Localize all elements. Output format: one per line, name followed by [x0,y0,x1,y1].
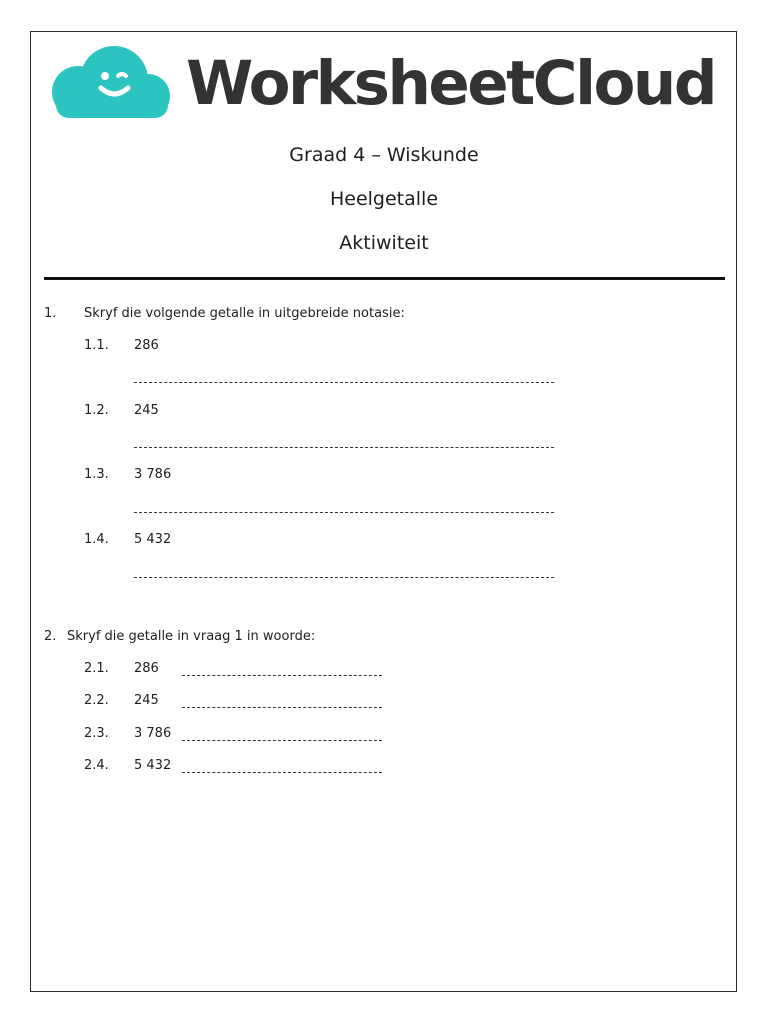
question-2-text: Skryf die getalle in vraag 1 in woorde: [67,629,316,644]
item-1-3-value: 3 786 [134,467,172,482]
header-divider [44,277,725,280]
activity-title: Aktiwiteit [339,232,429,254]
question-1-number: 1. [44,306,57,321]
item-1-2-number: 1.2. [84,403,109,418]
item-1-1-value: 286 [134,338,159,353]
answer-line-2-3[interactable] [182,740,382,741]
brand-name: WorksheetCloud [186,48,715,119]
answer-line-1-2[interactable] [134,447,554,448]
question-1-text: Skryf die volgende getalle in uitgebreide notasie: [84,306,405,321]
item-2-4-number: 2.4. [84,758,109,773]
item-2-4-value: 5 432 [134,758,172,773]
item-2-3-value: 3 786 [134,726,172,741]
answer-line-1-1[interactable] [134,382,554,383]
answer-line-2-2[interactable] [182,707,382,708]
item-1-4-value: 5 432 [134,532,172,547]
item-2-2-value: 245 [134,693,159,708]
item-1-2-value: 245 [134,403,159,418]
worksheetcloud-logo [48,44,728,120]
answer-line-2-1[interactable] [182,675,382,676]
topic-title: Heelgetalle [329,188,439,210]
smiling-cloud-icon [48,44,172,120]
answer-line-1-3[interactable] [134,512,554,513]
item-2-1-value: 286 [134,661,159,676]
grade-subject-title: Graad 4 – Wiskunde [289,144,479,166]
answer-line-1-4[interactable] [134,577,554,578]
item-1-3-number: 1.3. [84,467,109,482]
question-2-number: 2. [44,629,57,644]
answer-line-2-4[interactable] [182,772,382,773]
item-2-3-number: 2.3. [84,726,109,741]
item-2-2-number: 2.2. [84,693,109,708]
item-2-1-number: 2.1. [84,661,109,676]
item-1-4-number: 1.4. [84,532,109,547]
item-1-1-number: 1.1. [84,338,109,353]
